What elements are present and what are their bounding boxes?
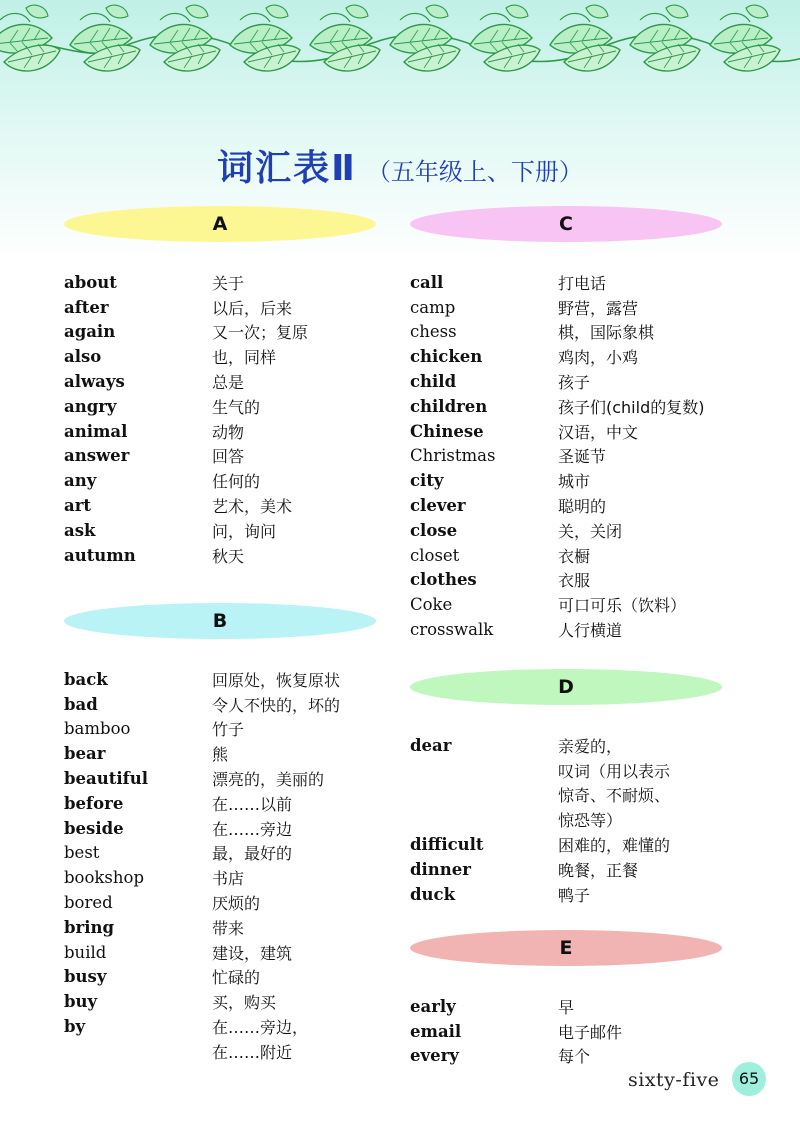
vocab-meaning: 回答 <box>212 447 245 467</box>
vocab-row <box>410 733 740 758</box>
vocab-word: difficult <box>410 835 484 855</box>
leaf-vine-border <box>0 0 800 90</box>
vocab-word: closet <box>410 545 460 565</box>
vocab-row <box>64 816 394 841</box>
vocab-row <box>410 468 740 493</box>
vocab-word: dear <box>410 735 452 755</box>
vocab-meaning: 任何的 <box>212 472 261 492</box>
vocab-meaning: 困难的，难懂的 <box>558 836 671 856</box>
vocab-word: answer <box>64 446 130 466</box>
section-header-a: A <box>64 206 376 242</box>
vocab-row <box>410 344 740 369</box>
vocab-meaning: 聪明的 <box>558 497 607 517</box>
vocab-meaning: 人行横道 <box>558 621 623 641</box>
vocab-row <box>410 758 740 783</box>
vocab-word: bored <box>64 893 113 913</box>
vocab-meaning: 竹子 <box>212 720 245 740</box>
vocab-word: dinner <box>410 859 471 879</box>
vocab-meaning: 每个 <box>558 1047 591 1067</box>
vocab-meaning: 惊恐等） <box>558 811 623 831</box>
vocab-meaning: 打电话 <box>558 273 607 293</box>
vocab-row <box>410 568 740 593</box>
vocab-row <box>64 692 394 717</box>
vocab-meaning: 早 <box>558 997 575 1017</box>
vocab-word: city <box>410 471 444 491</box>
vocab-row <box>64 270 394 295</box>
vocab-word: clothes <box>410 570 477 590</box>
vocab-word: again <box>64 322 116 342</box>
vocab-row <box>64 841 394 866</box>
vocab-row <box>410 543 740 568</box>
vocab-word: after <box>64 297 109 317</box>
vocab-row <box>64 915 394 940</box>
vocab-meaning: 衣橱 <box>558 546 591 566</box>
vocab-row <box>410 1019 740 1044</box>
vocab-word: by <box>64 1017 86 1037</box>
vocab-word: back <box>64 669 108 689</box>
vocab-meaning: 漂亮的，美丽的 <box>212 770 325 790</box>
word-list-c <box>410 270 740 642</box>
vocab-meaning: 也，同样 <box>212 348 277 368</box>
vocab-word: email <box>410 1021 462 1041</box>
page-title-main: 词汇表Ⅱ <box>217 148 357 189</box>
vocab-word: beautiful <box>64 769 148 789</box>
vocab-word: also <box>64 347 102 367</box>
vocab-row <box>64 791 394 816</box>
vocab-row <box>410 320 740 345</box>
word-list-d <box>410 733 740 907</box>
vocab-meaning: 叹词（用以表示 <box>558 761 671 781</box>
vocab-word: Christmas <box>410 446 496 466</box>
word-list-e <box>410 994 740 1068</box>
vocab-meaning: 关，关闭 <box>558 521 623 541</box>
vocab-word: camp <box>410 297 456 317</box>
vocab-row <box>64 717 394 742</box>
vocab-meaning: 动物 <box>212 422 245 442</box>
vocab-word: Coke <box>410 595 453 615</box>
vocab-row <box>410 994 740 1019</box>
vocab-meaning: 建设，建筑 <box>212 943 293 963</box>
vocab-row <box>64 543 394 568</box>
vocab-word: ask <box>64 520 96 540</box>
vocab-word: beside <box>64 818 124 838</box>
vocab-row <box>410 394 740 419</box>
vocab-meaning: 生气的 <box>212 397 261 417</box>
vocab-meaning: 以后，后来 <box>212 298 293 318</box>
vocab-row <box>410 783 740 808</box>
word-list-b <box>64 667 394 1064</box>
vocab-row <box>410 857 740 882</box>
vocab-row <box>64 741 394 766</box>
vocab-row <box>64 344 394 369</box>
section-c <box>410 206 740 642</box>
vocab-word: always <box>64 372 125 392</box>
vocab-word: bear <box>64 744 106 764</box>
vocab-meaning: 圣诞节 <box>558 447 607 467</box>
vocab-meaning: 书店 <box>212 869 245 889</box>
vocab-row <box>410 617 740 642</box>
vocab-row <box>64 369 394 394</box>
vocab-word: before <box>64 793 124 813</box>
vocab-word: bookshop <box>64 868 145 888</box>
vocab-word: autumn <box>64 545 136 565</box>
vocab-meaning: 买，购买 <box>212 993 277 1013</box>
page-number-badge: 65 <box>732 1062 766 1096</box>
word-list-a <box>64 270 394 568</box>
section-header-c: C <box>410 206 722 242</box>
vocab-meaning: 衣服 <box>558 571 591 591</box>
vocab-meaning: 回原处，恢复原状 <box>212 670 341 690</box>
page-title-sub: （五年级上、下册） <box>366 158 583 186</box>
vocab-word: build <box>64 942 107 962</box>
section-header-e: E <box>410 930 722 966</box>
vocab-meaning: 带来 <box>212 918 245 938</box>
vocab-row <box>410 444 740 469</box>
vocab-meaning: 艺术，美术 <box>212 497 293 517</box>
page-title <box>0 140 800 191</box>
vocab-word: every <box>410 1046 459 1066</box>
vocab-meaning: 在……旁边， <box>212 1018 309 1038</box>
vocab-row <box>410 807 740 832</box>
vocab-row <box>64 1014 394 1039</box>
vocab-row <box>410 493 740 518</box>
vocab-row <box>64 320 394 345</box>
vocab-meaning: 在……旁边 <box>212 819 293 839</box>
vocab-row <box>64 965 394 990</box>
vocab-word: chicken <box>410 347 483 367</box>
vocab-word: early <box>410 996 456 1016</box>
vocab-word: close <box>410 520 458 540</box>
vocab-word: chess <box>410 322 457 342</box>
vocab-meaning: 又一次；复原 <box>212 323 309 343</box>
vocab-row <box>410 419 740 444</box>
vocab-word: busy <box>64 967 107 987</box>
vocab-word: any <box>64 471 97 491</box>
vocab-meaning: 鸡肉，小鸡 <box>558 348 639 368</box>
section-d <box>410 669 740 907</box>
vocab-meaning: 孩子 <box>558 373 591 393</box>
vocab-meaning: 关于 <box>212 273 245 293</box>
vocab-row <box>410 518 740 543</box>
vocab-word: bring <box>64 917 115 937</box>
vocab-row <box>64 1039 394 1064</box>
section-header-b: B <box>64 603 376 639</box>
vocab-meaning: 令人不快的，坏的 <box>212 695 341 715</box>
vocab-meaning: 问，询问 <box>212 521 277 541</box>
vocab-meaning: 晚餐，正餐 <box>558 860 639 880</box>
vocab-meaning: 孩子们(child的复数) <box>558 397 705 417</box>
section-header-d: D <box>410 669 722 705</box>
section-e <box>410 930 740 1068</box>
vocab-row <box>64 518 394 543</box>
vocab-meaning: 厌烦的 <box>212 894 261 914</box>
vocab-row <box>64 890 394 915</box>
vocab-word: call <box>410 272 444 292</box>
section-a <box>64 206 394 568</box>
vocab-row <box>64 865 394 890</box>
vocab-row <box>64 468 394 493</box>
vocab-word: clever <box>410 496 466 516</box>
section-b <box>64 603 394 1064</box>
vocab-row <box>64 493 394 518</box>
vocab-meaning: 最，最好的 <box>212 844 293 864</box>
vocab-row <box>410 1044 740 1069</box>
vocab-row <box>64 667 394 692</box>
vocab-word: angry <box>64 396 117 416</box>
vocab-word: crosswalk <box>410 620 494 640</box>
vocab-meaning: 总是 <box>212 373 245 393</box>
vocab-row <box>410 295 740 320</box>
vocab-row <box>64 940 394 965</box>
vocab-meaning: 秋天 <box>212 546 245 566</box>
vocab-row <box>410 592 740 617</box>
vocab-meaning: 亲爱的， <box>558 736 623 756</box>
vocab-meaning: 棋，国际象棋 <box>558 323 655 343</box>
vocab-row <box>64 419 394 444</box>
vocab-meaning: 忙碌的 <box>212 968 261 988</box>
vocab-meaning: 可口可乐（饮料） <box>558 596 687 616</box>
vocab-meaning: 鸭子 <box>558 885 591 905</box>
vocab-meaning: 城市 <box>558 472 591 492</box>
vocab-row <box>64 989 394 1014</box>
vocab-row <box>64 394 394 419</box>
vocab-meaning: 野营，露营 <box>558 298 639 318</box>
vocab-row <box>410 832 740 857</box>
page-number-word: sixty-five <box>628 1069 720 1091</box>
vocab-word: about <box>64 272 117 292</box>
vocab-row <box>64 295 394 320</box>
vocab-meaning: 在……附近 <box>212 1042 293 1062</box>
vocab-meaning: 汉语，中文 <box>558 422 639 442</box>
vocab-word: bad <box>64 694 98 714</box>
vocab-word: buy <box>64 992 98 1012</box>
vocab-word: bamboo <box>64 719 131 739</box>
vocab-row <box>410 270 740 295</box>
vocab-row <box>64 766 394 791</box>
vocab-word: art <box>64 496 92 516</box>
vocab-word: children <box>410 396 488 416</box>
vocab-meaning: 惊奇、不耐烦、 <box>558 786 671 806</box>
vocab-word: child <box>410 372 457 392</box>
vocab-word: best <box>64 843 100 863</box>
vocab-row <box>410 369 740 394</box>
vocab-word: Chinese <box>410 421 484 441</box>
vocab-meaning: 在……以前 <box>212 794 293 814</box>
vocab-meaning: 熊 <box>212 745 229 765</box>
vocab-word: animal <box>64 421 128 441</box>
vocab-word: duck <box>410 884 456 904</box>
vocab-meaning: 电子邮件 <box>558 1022 623 1042</box>
vocab-row <box>410 882 740 907</box>
vocab-row <box>64 444 394 469</box>
